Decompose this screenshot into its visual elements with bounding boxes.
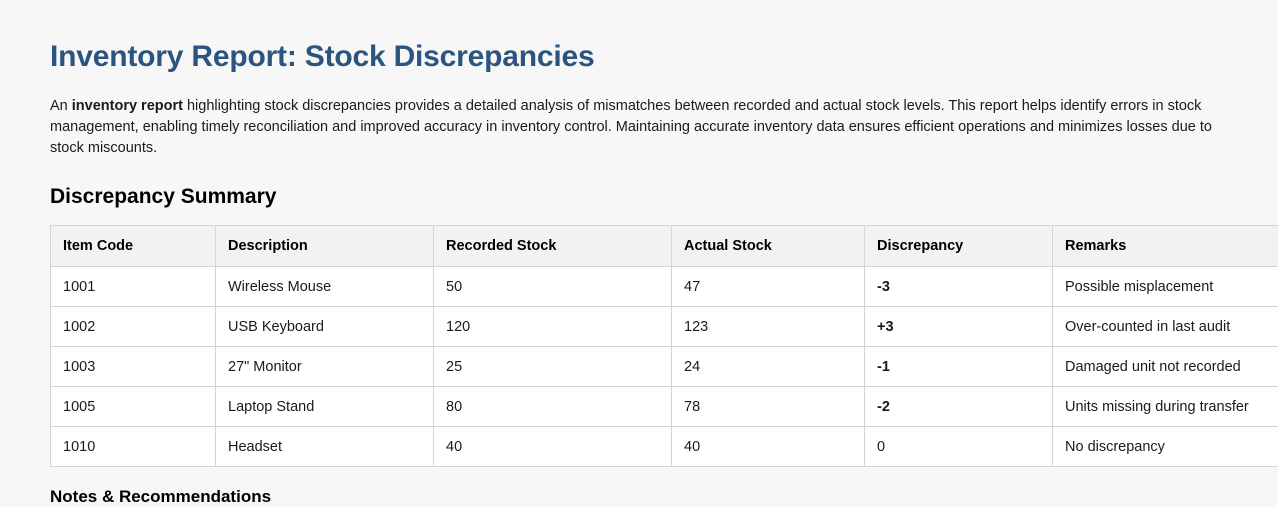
column-header-recorded-stock: Recorded Stock [434, 226, 672, 267]
cell-remarks: Units missing during transfer [1053, 387, 1278, 427]
cell-description: Wireless Mouse [216, 267, 434, 307]
cell-description: 27" Monitor [216, 347, 434, 387]
cell-discrepancy: -3 [865, 267, 1053, 307]
column-header-item-code: Item Code [51, 226, 216, 267]
cell-description: USB Keyboard [216, 307, 434, 347]
table-body [51, 267, 1278, 467]
column-header-actual-stock: Actual Stock [672, 226, 865, 267]
cell-remarks: Over-counted in last audit [1053, 307, 1278, 347]
cell-recorded-stock: 120 [434, 307, 672, 347]
cell-actual-stock: 78 [672, 387, 865, 427]
intro-paragraph [50, 96, 1228, 159]
cell-actual-stock: 47 [672, 267, 865, 307]
column-header-remarks: Remarks [1053, 226, 1278, 267]
cell-item-code: 1010 [51, 427, 216, 467]
cell-discrepancy: +3 [865, 307, 1053, 347]
cell-discrepancy: -2 [865, 387, 1053, 427]
section-title-notes-recommendations: Notes & Recommendations [50, 487, 1228, 507]
table-header-row [51, 226, 1278, 267]
cell-remarks: Damaged unit not recorded [1053, 347, 1278, 387]
page-title: Inventory Report: Stock Discrepancies [50, 40, 1228, 74]
section-title-discrepancy-summary: Discrepancy Summary [50, 185, 1228, 209]
table-row [51, 427, 1278, 467]
cell-recorded-stock: 80 [434, 387, 672, 427]
intro-prefix: An [50, 98, 72, 114]
cell-recorded-stock: 25 [434, 347, 672, 387]
cell-discrepancy: 0 [865, 427, 1053, 467]
table-header [51, 226, 1278, 267]
table-row [51, 267, 1278, 307]
cell-remarks: No discrepancy [1053, 427, 1278, 467]
cell-recorded-stock: 40 [434, 427, 672, 467]
cell-remarks: Possible misplacement [1053, 267, 1278, 307]
cell-item-code: 1002 [51, 307, 216, 347]
intro-suffix: highlighting stock discrepancies provides a detailed analysis of mismatches between recorded and actual stock levels. This report helps identify errors in stock management, enabling timely reconciliation and improved accuracy in inventory control. Maintaining accurate inventory data ensures efficient operations and minimizes losses due to stock miscounts. [50, 98, 1212, 156]
cell-item-code: 1005 [51, 387, 216, 427]
intro-bold-term: inventory report [72, 98, 183, 114]
table-row [51, 307, 1278, 347]
discrepancy-summary-table [50, 225, 1278, 467]
table-row [51, 347, 1278, 387]
table-row [51, 387, 1278, 427]
column-header-discrepancy: Discrepancy [865, 226, 1053, 267]
cell-recorded-stock: 50 [434, 267, 672, 307]
column-header-description: Description [216, 226, 434, 267]
cell-discrepancy: -1 [865, 347, 1053, 387]
cell-description: Laptop Stand [216, 387, 434, 427]
cell-actual-stock: 24 [672, 347, 865, 387]
cell-item-code: 1001 [51, 267, 216, 307]
cell-description: Headset [216, 427, 434, 467]
cell-item-code: 1003 [51, 347, 216, 387]
cell-actual-stock: 40 [672, 427, 865, 467]
cell-actual-stock: 123 [672, 307, 865, 347]
